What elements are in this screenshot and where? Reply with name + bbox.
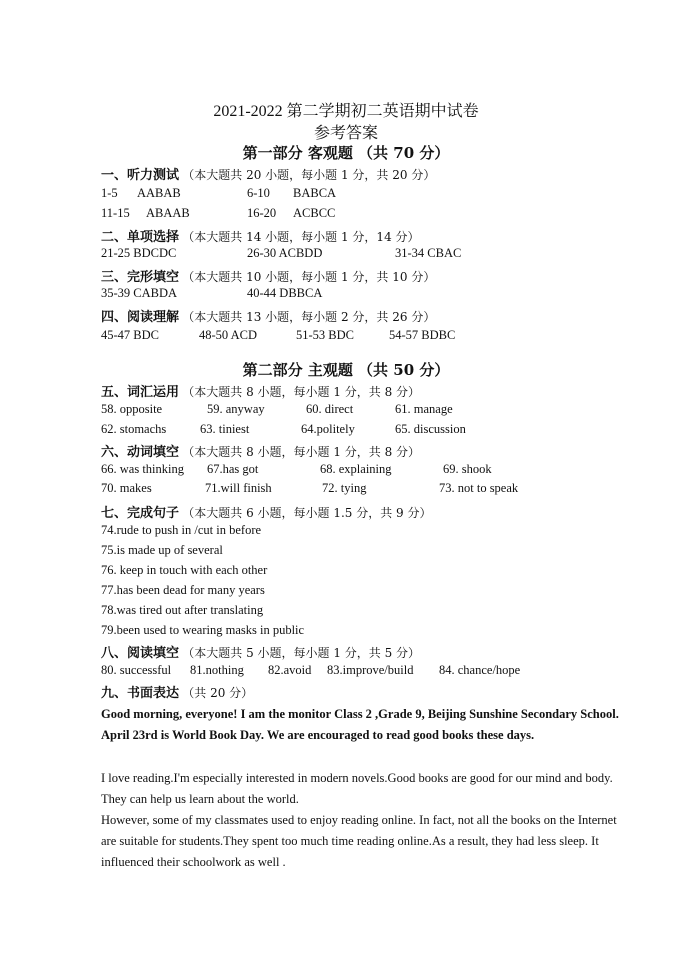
answer-value: 51-53 BDC xyxy=(296,328,354,342)
answer-value: 31-34 CBAC xyxy=(395,246,462,260)
section-reading xyxy=(101,306,435,325)
answer-value: 64.politely xyxy=(301,422,355,436)
answer-value: 82.avoid xyxy=(268,663,312,677)
answer-value: 80. successful xyxy=(101,663,172,677)
answer-line: 76. keep in touch with each other xyxy=(101,563,268,577)
section-listening xyxy=(101,164,435,183)
answer-value: AABAB xyxy=(137,186,181,200)
answer-value: 73. not to speak xyxy=(439,481,519,495)
page-subtitle: 参考答案 xyxy=(313,125,378,142)
answer-value: 26-30 ACBDD xyxy=(247,246,323,260)
answer-range: 1-5 xyxy=(101,186,118,200)
section-heading: 四、阅读理解 xyxy=(101,310,180,325)
section-description: （共 20 分） xyxy=(182,686,254,700)
answer-value: 40-44 DBBCA xyxy=(247,286,323,300)
section-description: （本大题共 6 小题，每小题 1.5 分，共 9 分） xyxy=(182,506,432,520)
section-cloze xyxy=(101,266,435,285)
answer-line: 74.rude to push in /cut in before xyxy=(101,523,262,537)
section-description: （本大题共 8 小题，每小题 1 分，共 8 分） xyxy=(182,445,421,459)
answer-value: 65. discussion xyxy=(395,422,466,436)
section-description: （本大题共 10 小题，每小题 1 分，共 10 分） xyxy=(182,270,436,284)
section-reading-fill xyxy=(101,642,420,661)
section-description: （本大题共 5 小题，每小题 1 分，共 5 分） xyxy=(182,646,421,660)
answer-value: 67.has got xyxy=(207,462,259,476)
answer-value: 21-25 BDCDC xyxy=(101,246,177,260)
section-heading: 八、阅读填空 xyxy=(101,646,180,661)
section-heading: 一、听力测试 xyxy=(101,168,180,183)
answer-value: 59. anyway xyxy=(207,402,265,416)
section-heading: 九、书面表达 xyxy=(101,686,180,701)
answer-range: 16-20 xyxy=(247,206,277,220)
answer-range: 11-15 xyxy=(101,206,130,220)
section-heading: 二、单项选择 xyxy=(101,230,180,245)
section-verb-fill xyxy=(101,441,420,460)
answer-value: 45-47 BDC xyxy=(101,328,159,342)
answer-value: 69. shook xyxy=(443,462,492,476)
answer-value: 84. chance/hope xyxy=(439,663,521,677)
essay-paragraph: However, some of my classmates used to enjoy reading online. In fact, not all the books on the Internet are suitable for students.They spent too much time reading online.As a result, they had less sleep. It influenced their schoolwork as well . xyxy=(101,813,617,869)
answer-value: 62. stomachs xyxy=(101,422,167,436)
essay-opening: Good morning, everyone! I am the monitor Class 2 ,Grade 9, Beijing Sunshine Secondary School. April 23rd is World Book Day. We are encouraged to read good books these days. xyxy=(101,707,619,742)
section-heading: 五、词汇运用 xyxy=(101,385,180,400)
part2-title: 第二部分 主观题 （共 50 分） xyxy=(242,361,450,379)
answer-value: 35-39 CABDA xyxy=(101,286,178,300)
answer-line: 78.was tired out after translating xyxy=(101,603,264,617)
answer-value: 68. explaining xyxy=(320,462,392,476)
part1-title: 第一部分 客观题 （共 70 分） xyxy=(242,144,450,162)
section-writing xyxy=(101,682,253,701)
section-heading: 三、完形填空 xyxy=(101,270,180,285)
answer-value: 71.will finish xyxy=(205,481,272,495)
answer-value: 58. opposite xyxy=(101,402,163,416)
answer-value: 83.improve/build xyxy=(327,663,414,677)
answer-value: 60. direct xyxy=(306,402,354,416)
section-vocabulary xyxy=(101,381,420,400)
section-description: （本大题共 13 小题，每小题 2 分，共 26 分） xyxy=(182,310,436,324)
answer-value: 72. tying xyxy=(322,481,367,495)
answer-value: 54-57 BDBC xyxy=(389,328,456,342)
answer-value: 81.nothing xyxy=(190,663,244,677)
section-single-choice xyxy=(101,226,420,245)
section-heading: 六、动词填空 xyxy=(101,445,180,460)
section-sentence-completion xyxy=(101,502,432,521)
answer-value: ACBCC xyxy=(293,206,336,220)
answer-value: 63. tiniest xyxy=(200,422,250,436)
answer-value: 48-50 ACD xyxy=(199,328,257,342)
answer-line: 77.has been dead for many years xyxy=(101,583,265,597)
answer-line: 79.been used to wearing masks in public xyxy=(101,623,305,637)
answer-value: ABAAB xyxy=(146,206,190,220)
answer-range: 6-10 xyxy=(247,186,270,200)
answer-value: 70. makes xyxy=(101,481,152,495)
section-description: （本大题共 20 小题，每小题 1 分，共 20 分） xyxy=(182,168,436,182)
answer-value: 66. was thinking xyxy=(101,462,184,476)
page-title: 2021-2022 第二学期初二英语期中试卷 xyxy=(213,103,479,120)
section-description: （本大题共 14 小题，每小题 1 分，14 分） xyxy=(182,230,420,244)
section-description: （本大题共 8 小题，每小题 1 分，共 8 分） xyxy=(182,385,421,399)
essay-paragraph: I love reading.I'm especially interested in modern novels.Good books are good for our mind and body. They can help us learn about the world. xyxy=(101,771,613,806)
answer-value: BABCA xyxy=(293,186,337,200)
answer-value: 61. manage xyxy=(395,402,453,416)
answer-line: 75.is made up of several xyxy=(101,543,223,557)
section-heading: 七、完成句子 xyxy=(101,506,180,521)
